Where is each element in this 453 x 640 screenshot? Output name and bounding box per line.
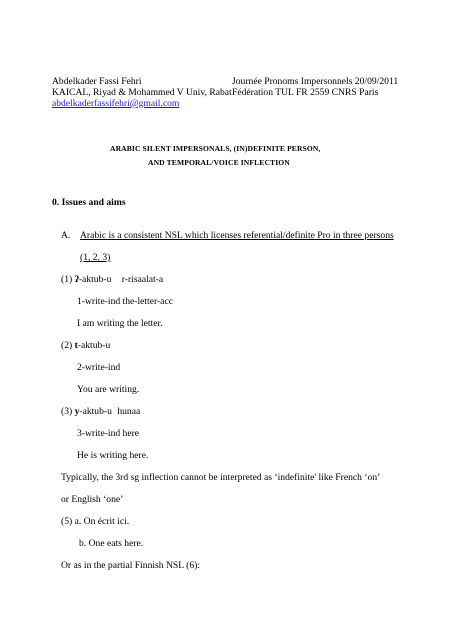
example-2-form: -aktub-u bbox=[77, 340, 111, 351]
event-venue: Fédération TUL FR 2559 CNRS Paris bbox=[232, 87, 379, 98]
example-3-number: (3) bbox=[61, 406, 73, 417]
example-3-line bbox=[61, 406, 140, 417]
author-name: Abdelkader Fassi Fehri bbox=[52, 76, 142, 87]
example-1-line bbox=[61, 274, 163, 285]
paragraph-3sg-line-1: Typically, the 3rd sg inflection cannot be interpreted as ‘indefinite' like French ‘on’ bbox=[61, 472, 381, 483]
paper-title-line-2: AND TEMPORAL/VOICE INFLECTION bbox=[148, 158, 290, 167]
example-2-marker: t bbox=[74, 340, 78, 351]
point-a-text-line-2: (1, 2, 3) bbox=[80, 252, 111, 263]
example-3-translation: He is writing here. bbox=[77, 450, 149, 461]
example-1-marker: ʔ bbox=[74, 274, 79, 285]
example-5b: b. One eats here. bbox=[79, 538, 144, 549]
example-3-form: -aktub-u bbox=[79, 406, 112, 417]
example-2-number: (2) bbox=[61, 340, 73, 351]
example-1-object: r-risaalat-a bbox=[121, 274, 164, 285]
example-1-gloss: 1-write-ind the-letter-acc bbox=[77, 296, 173, 307]
event-name: Journée Pronoms Impersonnels 20/09/2011 bbox=[232, 76, 399, 87]
author-email-link[interactable]: abdelkaderfassifehri@gmail.com bbox=[52, 98, 180, 109]
example-3-adverb: hunaa bbox=[117, 406, 141, 417]
point-a-label: A. bbox=[61, 230, 71, 241]
example-1-form: -aktub-u bbox=[78, 274, 112, 285]
section-heading: 0. Issues and aims bbox=[52, 197, 126, 208]
example-1-translation: I am writing the letter. bbox=[77, 318, 163, 329]
example-2-line bbox=[61, 340, 110, 351]
example-1-number: (1) bbox=[61, 274, 73, 285]
example-3-gloss: 3-write-ind here bbox=[77, 428, 140, 439]
paragraph-3sg-line-2: or English ‘one’ bbox=[61, 494, 124, 505]
example-2-translation: You are writing. bbox=[77, 384, 140, 395]
example-3-marker: y bbox=[74, 406, 80, 417]
example-5a: (5) a. On écrit ici. bbox=[61, 516, 130, 527]
example-2-gloss: 2-write-ind bbox=[77, 362, 121, 373]
point-a-text-line-1: Arabic is a consistent NSL which licenses referential/definite Pro in three persons bbox=[80, 230, 394, 241]
paper-title-line-1: ARABIC SILENT IMPERSONALS, (IN)DEFINITE PERSON, bbox=[110, 144, 321, 153]
paragraph-finnish: Or as in the partial Finnish NSL (6): bbox=[61, 560, 201, 571]
author-affiliation: KAICAL, Riyad & Mohammed V Univ, Rabat bbox=[52, 87, 232, 98]
